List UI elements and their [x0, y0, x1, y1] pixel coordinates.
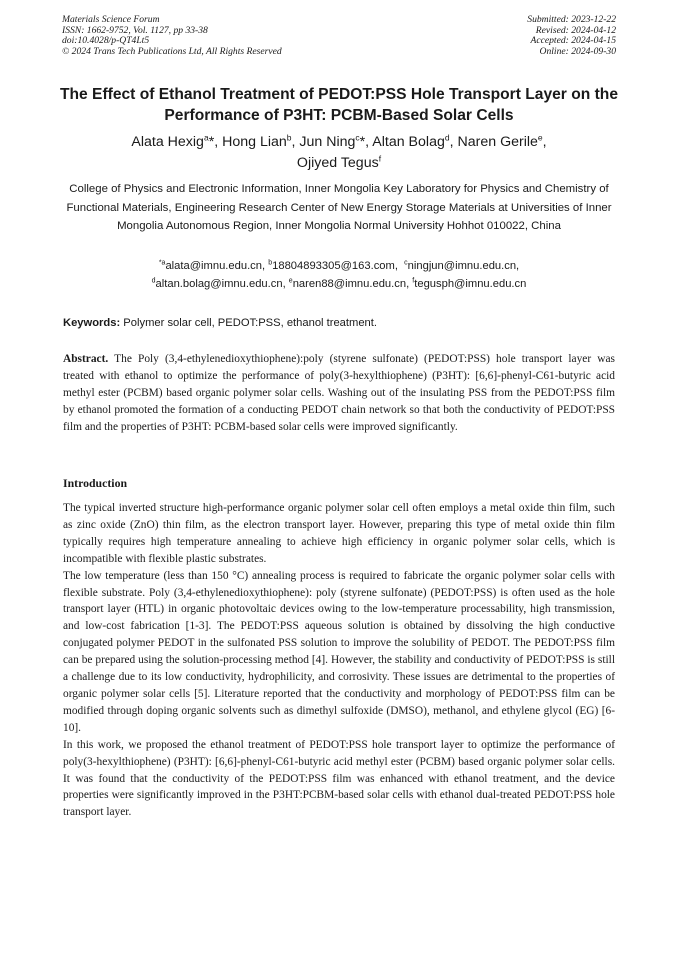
keywords-label: Keywords: [63, 317, 121, 329]
paragraph: In this work, we proposed the ethanol treatment of PEDOT:PSS hole transport layer to optimize the performance of poly(3-hexylthiophene) (P3HT): [6,6]-phenyl-C61-butyric acid methyl ester (PCBM) based organic polymer solar cells. It was found that the conductivity of the PEDOT:PSS film was enhanced with ethanol treatment, and the device properties were significantly improved in the P3HT:PCBM-based solar cells with ethanol dual-treated PEDOT:PSS hole transport layer. [63, 738, 615, 819]
email-link[interactable]: 18804893305@163.com, [272, 260, 402, 272]
author-name: Alata Hexig [131, 134, 204, 150]
submitted-date: Submitted: 2023-12-22 [527, 14, 616, 25]
author-separator: *, [359, 134, 373, 150]
email-link[interactable]: altan.bolag@imnu.edu.cn, [155, 277, 289, 290]
author-list [70, 132, 608, 174]
author-name: Altan Bolag [372, 134, 445, 150]
email-mark: c [404, 259, 408, 267]
online-date: Online: 2024-09-30 [539, 45, 616, 57]
abstract-label: Abstract. [63, 353, 109, 365]
email-link[interactable]: tegusph@imnu.edu.cn [414, 277, 527, 290]
journal-info [62, 15, 282, 57]
journal-name: Materials Science Forum [62, 14, 160, 25]
paragraph: The typical inverted structure high-performance organic polymer solar cell often employs a metal oxide thin film, such as zinc oxide (ZnO) thin film, as the electron transport layer. However, preparing this type of metal oxide thin film typically requires high temperature annealing to achieve high efficiency in organic polymer solar cells, which is incompatible with flexible plastic substrates. [63, 502, 615, 565]
abstract-text: The Poly (3,4-ethylenedioxythiophene):poly (styrene sulfonate) (PEDOT:PSS) hole transport layer was treated with ethanol to optimize the performance of poly(3-hexylthiophene) (P3HT): [6,6]-phenyl-C61-butyric acid methyl ester (PCBM) based organic polymer solar cells. Washing out of the insulating PSS from the PEDOT:PSS film by ethanol promoted the formation of a conducting PEDOT chain network so that both the conductivity of PEDOT:PSS film and the properties of P3HT: PCBM-based solar cells were improved significantly. [63, 353, 615, 433]
email-mark: b [268, 259, 273, 267]
affiliation-mark: a [203, 132, 209, 143]
author-separator: , [449, 134, 458, 150]
email-link[interactable]: ningjun@imnu.edu.cn, [407, 260, 520, 272]
abstract [63, 351, 615, 436]
email-list [70, 258, 608, 293]
email-mark: f [412, 276, 415, 284]
email-mark: e [288, 276, 293, 284]
issn-volume: ISSN: 1662-9752, Vol. 1127, pp 33-38 [62, 24, 208, 36]
author-name: Naren Gerile [457, 134, 538, 150]
copyright: © 2024 Trans Tech Publications Ltd, All Rights Reserved [62, 45, 282, 57]
author-separator: *, [208, 134, 223, 150]
affiliation-mark: b [286, 132, 292, 143]
publication-dates [527, 15, 616, 57]
accepted-date: Accepted: 2024-04-15 [530, 35, 616, 47]
affiliation-mark: d [444, 132, 450, 143]
paragraph: The low temperature (less than 150 °C) annealing process is required to fabricate the organic polymer solar cells with flexible substrate. Poly (3,4-ethylenedioxythiophene): poly (styrene sulfonate) (PEDOT:PSS) is often used as the hole transport layer (HTL) in organic photovoltaic devices owing to the low-temperature processability, high transmission, and low-cost fabrication [1-3]. The PEDOT:PSS aqueous solution is obtained by dissolving the high conductive conjugated polymer PEDOT in the sulfonated PSS solution to improve the solubility of PEDOT. The PEDOT:PSS film can be prepared using the solution-processing method [4]. However, the stability and conductivity of PEDOT:PSS is still a challenge due to its low conductivity, hydrophilicity, and corrosivity. These issues are detrimental to the properties of organic polymer solar cells [5]. Literature reported that the conductivity and morphology of PEDOT:PSS film can be modified through doping organic solvents such as dimethyl sulfoxide (DMSO), methanol, and ethylene glycol (EG) [6-10]. [63, 569, 615, 734]
author-separator: , [542, 134, 547, 150]
paper-title: The Effect of Ethanol Treatment of PEDOT:PSS Hole Transport Layer on the Performance of P3HT: PCBM-Based Solar Cells [60, 86, 618, 124]
keywords [63, 315, 615, 331]
revised-date: Revised: 2024-04-12 [535, 24, 616, 36]
affiliation-mark: f [378, 153, 382, 164]
author-separator: , [291, 134, 300, 150]
introduction-body [63, 500, 615, 821]
email-link[interactable]: naren88@imnu.edu.cn, [292, 277, 413, 290]
section-heading-introduction: Introduction [63, 476, 128, 490]
doi[interactable]: doi:10.4028/p-QT4Lt5 [62, 35, 150, 47]
email-link[interactable]: alata@imnu.edu.cn, [165, 260, 269, 272]
author-name: Ojiyed Tegus [296, 155, 379, 171]
affiliation: College of Physics and Electronic Information, Inner Mongolia Key Laboratory for Physics and Chemistry of Functional Materials, Engineering Research Center of New Energy Storage Materials at Universities of Inner Mongolia Autonomous Region, Inner Mongolia Normal University Hohhot 010022, China [66, 183, 612, 233]
keywords-text: Polymer solar cell, PEDOT:PSS, ethanol treatment. [120, 317, 377, 329]
email-mark: *a [158, 259, 166, 267]
affiliation-mark: e [537, 132, 543, 143]
author-name: Hong Lian [222, 134, 287, 150]
affiliation-mark: c [355, 132, 360, 143]
author-name: Jun Ning [299, 134, 356, 150]
email-mark: d [151, 276, 156, 284]
